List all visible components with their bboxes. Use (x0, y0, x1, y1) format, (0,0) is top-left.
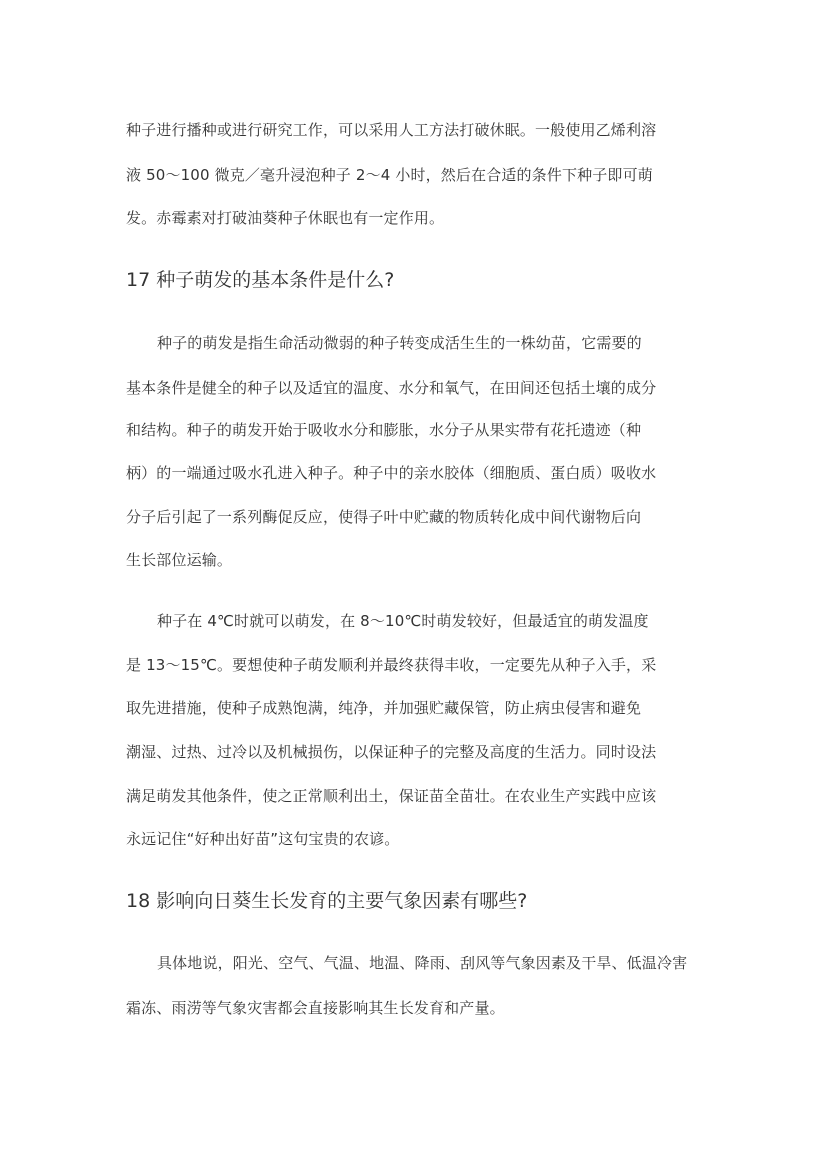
intro-line-1: 种子进行播种或进行研究工作，可以采用人工方法打破休眠。一般使用乙烯利溶 (126, 121, 657, 139)
s18-p1-line-1: 具体地说，阳光、空气、气温、地温、降雨、刮风等气象因素及干旱、低温冷害 (157, 954, 688, 972)
s17-p2-line-3: 取先进措施，使种子成熟饱满，纯净，并加强贮藏保管，防止病虫侵害和避免 (126, 699, 642, 717)
s17-p2-line-1: 种子在 4℃时就可以萌发，在 8～10℃时萌发较好，但最适宜的萌发温度 (157, 612, 649, 630)
section-17-heading: 17 种子萌发的基本条件是什么? (126, 269, 395, 291)
s17-p2-line-6: 永远记住“好种出好苗”这句宝贵的农谚。 (126, 830, 400, 848)
s17-p1-line-6: 生长部位运输。 (126, 551, 233, 569)
s17-p1-line-4: 柄）的一端通过吸水孔进入种子。种子中的亲水胶体（细胞质、蛋白质）吸收水 (126, 464, 657, 482)
intro-line-3: 发。赤霉素对打破油葵种子休眠也有一定作用。 (126, 209, 445, 227)
s17-p2-line-5: 满足萌发其他条件，使之正常顺利出土，保证苗全苗壮。在农业生产实践中应该 (126, 787, 657, 805)
s18-p1-line-2: 霜冻、雨涝等气象灾害都会直接影响其生长发育和产量。 (126, 999, 505, 1017)
s17-p2-line-2: 是 13～15℃。要想使种子萌发顺利并最终获得丰收，一定要先从种子入手，采 (126, 656, 657, 674)
s17-p2-line-4: 潮湿、过热、过冷以及机械损伤，以保证种子的完整及高度的生活力。同时设法 (126, 743, 657, 761)
section-18-heading: 18 影响向日葵生长发育的主要气象因素有哪些? (126, 890, 528, 912)
s17-p1-line-2: 基本条件是健全的种子以及适宜的温度、水分和氧气，在田间还包括土壤的成分 (126, 379, 657, 397)
intro-line-2: 液 50～100 微克／毫升浸泡种子 2～4 小时，然后在合适的条件下种子即可萌 (126, 166, 653, 184)
s17-p1-line-5: 分子后引起了一系列酶促反应，使得子叶中贮藏的物质转化成中间代谢物后向 (126, 508, 642, 526)
s17-p1-line-3: 和结构。种子的萌发开始于吸收水分和膨胀，水分子从果实带有花托遗迹（种 (126, 421, 642, 439)
s17-p1-line-1: 种子的萌发是指生命活动微弱的种子转变成活生生的一株幼苗，它需要的 (157, 334, 642, 352)
